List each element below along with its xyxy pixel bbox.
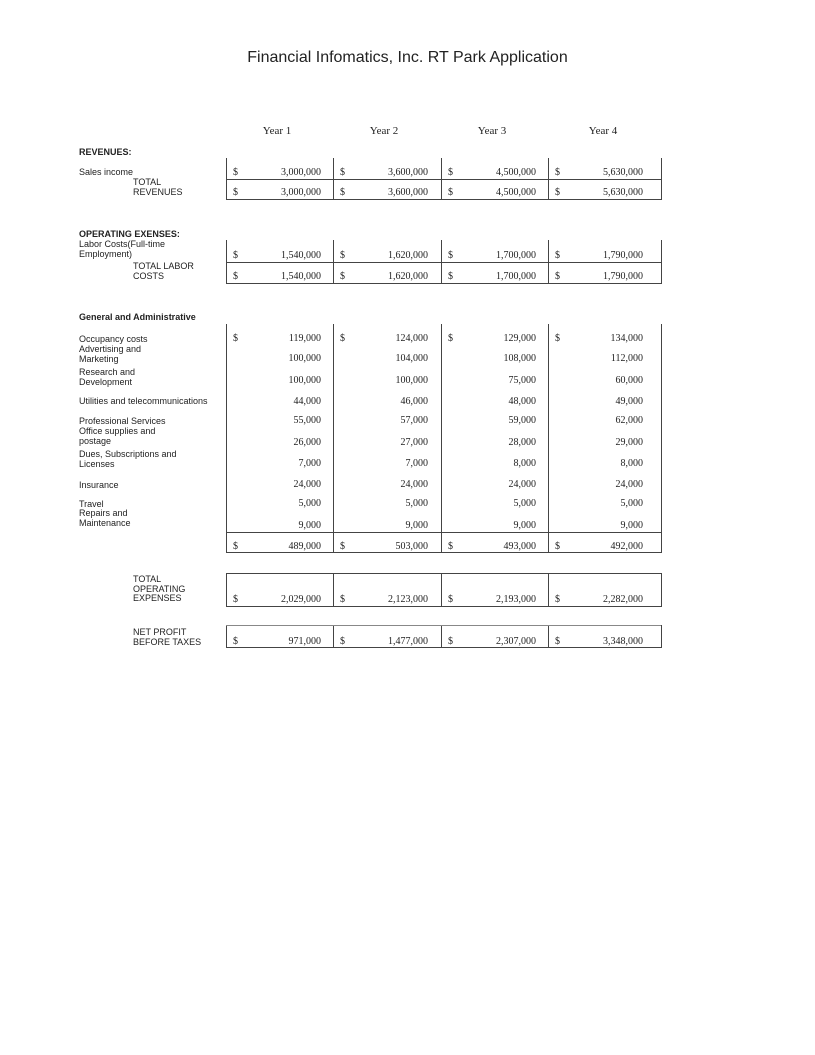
currency-symbol: $ <box>555 541 560 552</box>
total-value: 3,600,000 <box>388 187 428 198</box>
total-label: BEFORE TAXES <box>133 636 202 647</box>
row-label: Sales income <box>79 167 134 177</box>
cell-value: 9,000 <box>298 520 321 531</box>
total-value: 1,540,000 <box>281 271 321 282</box>
cell-value: 24,000 <box>293 479 321 490</box>
row-label: Marketing <box>79 353 119 364</box>
column-rule <box>661 573 662 607</box>
row-label: Advertising and <box>79 344 142 354</box>
row-rule <box>226 647 661 648</box>
row-rule <box>226 606 661 607</box>
column-rule <box>226 625 227 648</box>
cell-value: 112,000 <box>610 353 643 364</box>
currency-symbol: $ <box>555 271 560 282</box>
row-rule <box>226 532 661 533</box>
currency-symbol: $ <box>233 167 238 178</box>
cell-value: 28,000 <box>508 437 536 448</box>
total-value: 3,348,000 <box>603 636 643 647</box>
cell-value: 24,000 <box>400 479 428 490</box>
section-heading: OPERATING EXENSES: <box>79 229 180 239</box>
subtotal-value: 492,000 <box>610 541 643 552</box>
currency-symbol: $ <box>555 594 560 605</box>
cell-value: 1,620,000 <box>388 250 428 261</box>
total-value: 5,630,000 <box>603 187 643 198</box>
row-label: Repairs and <box>79 508 128 518</box>
cell-value: 9,000 <box>513 520 536 531</box>
cell-value: 24,000 <box>508 479 536 490</box>
cell-value: 124,000 <box>395 333 428 344</box>
row-rule <box>226 179 661 180</box>
cell-value: 134,000 <box>610 333 643 344</box>
cell-value: 60,000 <box>615 375 643 386</box>
cell-value: 44,000 <box>293 396 321 407</box>
total-value: 971,000 <box>288 636 321 647</box>
cell-value: 26,000 <box>293 437 321 448</box>
subtotal-value: 493,000 <box>503 541 536 552</box>
total-value: 1,477,000 <box>388 636 428 647</box>
cell-value: 7,000 <box>405 458 428 469</box>
currency-symbol: $ <box>340 167 345 178</box>
cell-value: 3,600,000 <box>388 167 428 178</box>
cell-value: 46,000 <box>400 396 428 407</box>
cell-value: 9,000 <box>405 520 428 531</box>
row-label: Dues, Subscriptions and <box>79 449 177 459</box>
column-rule <box>441 324 442 553</box>
currency-symbol: $ <box>448 187 453 198</box>
row-label: Licenses <box>79 458 115 469</box>
currency-symbol: $ <box>340 333 345 344</box>
cell-value: 129,000 <box>503 333 536 344</box>
cell-value: 8,000 <box>513 458 536 469</box>
total-value: 4,500,000 <box>496 187 536 198</box>
row-label: Office supplies and <box>79 426 156 436</box>
cell-value: 4,500,000 <box>496 167 536 178</box>
column-rule <box>441 625 442 648</box>
row-rule <box>226 552 661 553</box>
year-header: Year 4 <box>588 125 618 137</box>
row-label: Employment) <box>79 248 133 259</box>
row-label: postage <box>79 435 112 446</box>
row-label: Utilities and telecommunications <box>79 396 208 406</box>
total-label: COSTS <box>133 270 165 281</box>
currency-symbol: $ <box>448 271 453 282</box>
column-rule <box>661 625 662 648</box>
cell-value: 59,000 <box>508 415 536 426</box>
row-label: Travel <box>79 499 104 509</box>
cell-value: 7,000 <box>298 458 321 469</box>
currency-symbol: $ <box>555 167 560 178</box>
cell-value: 108,000 <box>503 353 536 364</box>
column-rule <box>548 625 549 648</box>
currency-symbol: $ <box>233 187 238 198</box>
total-value: 2,193,000 <box>496 594 536 605</box>
column-rule <box>661 240 662 284</box>
cell-value: 27,000 <box>400 437 428 448</box>
subtotal-value: 503,000 <box>395 541 428 552</box>
currency-symbol: $ <box>555 187 560 198</box>
row-label: Occupancy costs <box>79 334 148 344</box>
currency-symbol: $ <box>233 541 238 552</box>
cell-value: 49,000 <box>615 396 643 407</box>
column-rule <box>661 324 662 553</box>
cell-value: 5,000 <box>513 498 536 509</box>
column-rule <box>333 625 334 648</box>
cell-value: 55,000 <box>293 415 321 426</box>
row-label: Insurance <box>79 480 119 490</box>
currency-symbol: $ <box>448 250 453 261</box>
column-rule <box>333 324 334 553</box>
column-rule <box>226 573 227 607</box>
year-header: Year 2 <box>369 125 399 137</box>
cell-value: 5,000 <box>298 498 321 509</box>
cell-value: 100,000 <box>395 375 428 386</box>
cell-value: 1,700,000 <box>496 250 536 261</box>
row-label: Research and <box>79 367 136 377</box>
row-rule <box>226 573 661 574</box>
cell-value: 57,000 <box>400 415 428 426</box>
cell-value: 75,000 <box>508 375 536 386</box>
currency-symbol: $ <box>340 250 345 261</box>
cell-value: 1,540,000 <box>281 250 321 261</box>
currency-symbol: $ <box>233 333 238 344</box>
currency-symbol: $ <box>555 250 560 261</box>
currency-symbol: $ <box>555 636 560 647</box>
total-value: 2,282,000 <box>603 594 643 605</box>
row-label: Labor Costs(Full-time <box>79 239 166 249</box>
currency-symbol: $ <box>448 541 453 552</box>
total-value: 2,029,000 <box>281 594 321 605</box>
total-label: TOTAL <box>133 177 162 187</box>
cell-value: 119,000 <box>288 333 321 344</box>
row-label: Development <box>79 376 133 387</box>
column-rule <box>548 573 549 607</box>
row-rule <box>226 625 661 626</box>
row-rule <box>226 262 661 263</box>
cell-value: 100,000 <box>288 353 321 364</box>
cell-value: 5,630,000 <box>603 167 643 178</box>
cell-value: 5,000 <box>405 498 428 509</box>
currency-symbol: $ <box>340 187 345 198</box>
total-label: REVENUES <box>133 186 183 197</box>
cell-value: 5,000 <box>620 498 643 509</box>
currency-symbol: $ <box>340 271 345 282</box>
cell-value: 48,000 <box>508 396 536 407</box>
column-rule <box>548 324 549 553</box>
total-value: 1,700,000 <box>496 271 536 282</box>
currency-symbol: $ <box>555 333 560 344</box>
currency-symbol: $ <box>340 594 345 605</box>
year-header: Year 3 <box>477 125 507 137</box>
cell-value: 9,000 <box>620 520 643 531</box>
currency-symbol: $ <box>233 594 238 605</box>
currency-symbol: $ <box>448 636 453 647</box>
subtotal-value: 489,000 <box>288 541 321 552</box>
total-value: 2,307,000 <box>496 636 536 647</box>
column-rule <box>226 324 227 553</box>
year-header: Year 1 <box>262 125 292 137</box>
column-rule <box>661 158 662 200</box>
page-title: Financial Infomatics, Inc. RT Park Application <box>247 49 568 66</box>
section-heading: REVENUES: <box>79 147 132 157</box>
total-label: TOTAL <box>133 574 162 584</box>
total-label: EXPENSES <box>133 593 182 603</box>
cell-value: 62,000 <box>615 415 643 426</box>
currency-symbol: $ <box>448 167 453 178</box>
row-label: Professional Services <box>79 416 166 426</box>
currency-symbol: $ <box>233 250 238 261</box>
column-rule <box>333 573 334 607</box>
currency-symbol: $ <box>233 636 238 647</box>
cell-value: 29,000 <box>615 437 643 448</box>
row-label: Maintenance <box>79 517 131 528</box>
cell-value: 8,000 <box>620 458 643 469</box>
cell-value: 1,790,000 <box>603 250 643 261</box>
cell-value: 100,000 <box>288 375 321 386</box>
total-value: 2,123,000 <box>388 594 428 605</box>
column-rule <box>441 573 442 607</box>
cell-value: 3,000,000 <box>281 167 321 178</box>
currency-symbol: $ <box>340 636 345 647</box>
currency-symbol: $ <box>448 594 453 605</box>
cell-value: 104,000 <box>395 353 428 364</box>
total-label: NET PROFIT <box>133 627 187 637</box>
row-rule <box>226 283 661 284</box>
total-label: TOTAL LABOR <box>133 261 194 271</box>
total-value: 3,000,000 <box>281 187 321 198</box>
currency-symbol: $ <box>233 271 238 282</box>
total-value: 1,790,000 <box>603 271 643 282</box>
cell-value: 24,000 <box>615 479 643 490</box>
currency-symbol: $ <box>340 541 345 552</box>
row-rule <box>226 199 661 200</box>
total-label: OPERATING <box>133 583 186 594</box>
currency-symbol: $ <box>448 333 453 344</box>
total-value: 1,620,000 <box>388 271 428 282</box>
section-heading: General and Administrative <box>79 312 196 322</box>
